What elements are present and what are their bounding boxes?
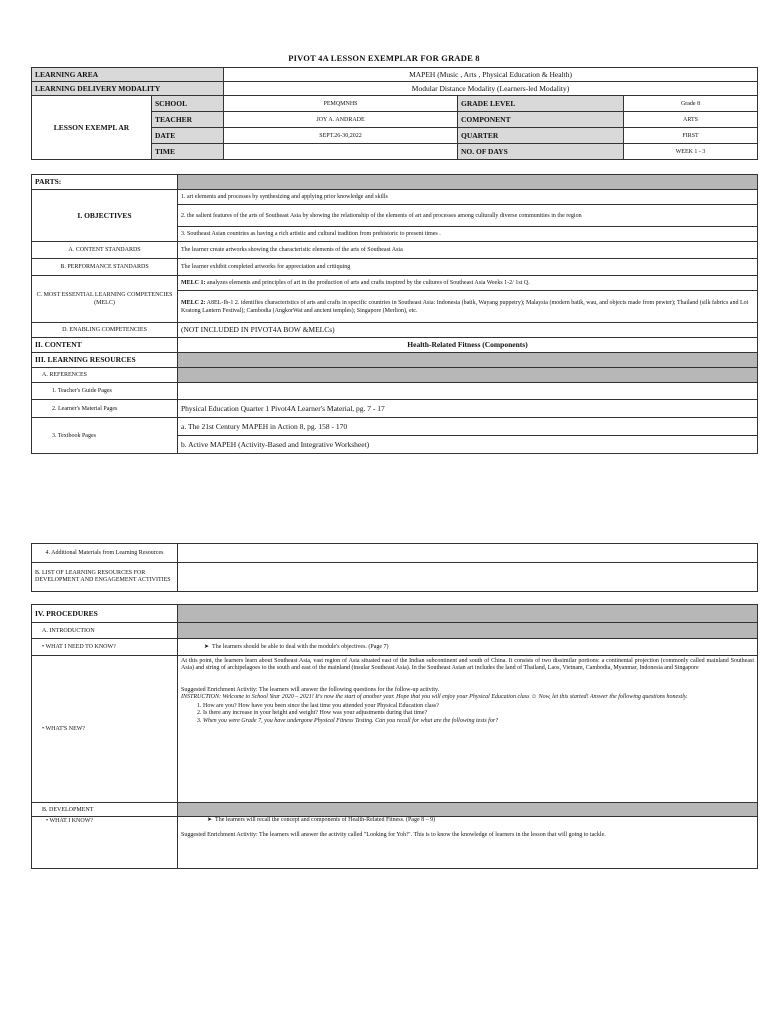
grade-level-value: Grade 8 [624, 96, 758, 112]
additional-table [31, 543, 758, 592]
page-title: PIVOT 4A LESSON EXEMPLAR FOR GRADE 8 [288, 53, 480, 63]
what-i-need-to-know-label: • WHAT I NEED TO KNOW? [32, 639, 178, 656]
days-label: NO. OF DAYS [458, 144, 624, 160]
melc-2-head: MELC 2: [181, 299, 206, 306]
melc-label: C. MOST ESSENTIAL LEARNING COMPETENCIES (MELC) [32, 276, 178, 323]
question-1: 1. How are you? How have you been since the last time you attended your Physical Education class? [203, 703, 754, 710]
component-label: COMPONENT [458, 112, 624, 128]
parts-label: PARTS: [32, 175, 178, 190]
parts-header-fill [178, 175, 758, 190]
enabling-competencies-value: (NOT INCLUDED IN PIVOT4A BOW &MELCs) [178, 323, 758, 338]
days-value: WEEK 1 - 3 [624, 144, 758, 160]
references-label: A. REFERENCES [32, 368, 178, 383]
procedures-fill [178, 605, 758, 623]
grade-level-label: GRADE LEVEL [458, 96, 624, 112]
learning-area-value: MAPEH (Music , Arts , Physical Education & Health) [224, 68, 758, 82]
content-label: II. CONTENT [32, 338, 178, 353]
learning-area-label: LEARNING AREA [32, 68, 224, 82]
melc-2 [178, 291, 758, 323]
header-table [31, 67, 758, 160]
arrow-icon: ➤ [204, 644, 213, 650]
procedures-table [31, 604, 758, 869]
learners-material-value: Physical Education Quarter 1 Pivot4A Learner's Material, pg. 7 - 17 [178, 400, 758, 418]
learners-material-label: 2. Learner's Material Pages [32, 400, 178, 418]
what-i-know-text: The learners will recall the concept and components of Health-Related Fitness. (Page 8 – 9) [215, 817, 436, 823]
what-i-need-to-know-text: The learners should be able to deal with the module's objectives. (Page 7) [212, 644, 389, 650]
teacher-value: JOY A. ANDRADE [224, 112, 458, 128]
melc-1 [178, 276, 758, 291]
enabling-competencies-label: D. ENABLING COMPETENCIES [32, 323, 178, 338]
list-resources-label: B. LIST OF LEARNING RESOURCES FOR DEVELOPMENT AND ENGAGEMENT ACTIVITIES [32, 563, 178, 592]
modality-value: Modular Distance Modality (Learners-led Modality) [224, 82, 758, 96]
teacher-label: TEACHER [152, 112, 224, 128]
component-value: ARTS [624, 112, 758, 128]
learning-resources-fill [178, 353, 758, 368]
additional-materials-label: 4. Additional Materials from Learning Resources [32, 544, 178, 563]
content-value: Health-Related Fitness (Components) [178, 338, 758, 353]
melc-1-head: MELC 1: [181, 280, 206, 286]
question-3: 3. When you were Grade 7, you have undergone Physical Fitness Testing. Can you recall for what are the following tests for? [203, 718, 754, 725]
whats-new-paragraph: At this point, the learners learn about Southeast Asia, vast region of Asia situated east of the Indian subcontinent and south of China. It consists of two dissimilar portions: a continental projection (commonly called mainland Southeast Asia) and string of archipelagoes to the south and east of the mainland (insular Southeast Asia). In the Southeast Asian art includes the land of Thailand, Laos, Vietnam, Cambodia, Myanmar, Indonesia and Singapore [181, 658, 754, 672]
teachers-guide-label: 1. Teacher's Guide Pages [32, 383, 178, 400]
performance-standards-label: B. PERFORMANCE STANDARDS [32, 259, 178, 276]
whats-new-instruction: INSTRUCTION: Welcome to School Year 2020 – 2021! It's now the start of another year. Hope that you will enjoy your Physical Education class ☺ Now, let this started! Answer the following questions honestly. [181, 693, 688, 700]
content-standards-value: The learner create artworks showing the characteristic elements of the arts of Southeast Asia [178, 242, 758, 259]
date-value: SEPT.26-30,2022 [224, 128, 458, 144]
references-fill [178, 368, 758, 383]
quarter-value: FIRST [624, 128, 758, 144]
whats-new-label: • WHAT'S NEW? [32, 656, 178, 803]
arrow-icon: ➤ [207, 817, 216, 823]
objective-2: 2. the salient features of the arts of Southeast Asia by showing the relationship of the elements of art and processes among culturally diverse communities in the region [178, 205, 758, 227]
melc-1-text: analyzes elements and principles of art in the production of arts and crafts inspired by the cultures of Southeast Asia Weeks 1-2/ 1st Q. [205, 280, 530, 286]
lesson-exemplar-label: LESSON EXEMPL AR [32, 96, 152, 160]
teachers-guide-value [178, 383, 758, 400]
additional-materials-value [178, 544, 758, 563]
parts-table [31, 174, 758, 454]
school-value: PEMQMNHS [224, 96, 458, 112]
textbook-pages-label: 3. Textbook Pages [32, 418, 178, 454]
date-label: DATE [152, 128, 224, 144]
list-resources-value [178, 563, 758, 592]
whats-new-questions [203, 703, 754, 725]
melc-2-text: A8EL-Ib-1 2. identifies characteristics of arts and crafts in specific countries in Southeast Asia: Indonesia (batik, Wayang puppetry); Malaysia (modern batik, wau, and objects made from pewter); Thailand (silk fabrics and Loi Kratong Lantern Festival); Cambodia (AngkorWat and ancient temples); Singapore (Merlion), etc. [181, 299, 749, 314]
textbook-pages-value-2: b. Active MAPEH (Activity-Based and Integrative Worksheet) [178, 436, 758, 454]
question-2: 2. Is there any increase in your height and weight? How was your adjustments during that time? [203, 710, 754, 717]
quarter-label: QUARTER [458, 128, 624, 144]
development-label: B. DEVELOPMENT [32, 803, 178, 817]
what-i-know-value [178, 817, 758, 869]
procedures-label: IV. PROCEDURES [32, 605, 178, 623]
what-i-know-label: • WHAT I KNOW? [32, 817, 178, 869]
objective-3: 3. Southeast Asian countries as having a rich artistic and cultural tradition from prehistoric to present times . [178, 227, 758, 242]
school-label: SCHOOL [152, 96, 224, 112]
whats-new-enrichment: Suggested Enrichment Activity: The learners will answer the following questions for the follow-up activity. [181, 686, 440, 693]
performance-standards-value: The learner exhibit completed artworks for appreciation and critiquing [178, 259, 758, 276]
modality-label: LEARNING DELIVERY MODALITY [32, 82, 224, 96]
objectives-label: I. OBJECTIVES [32, 190, 178, 242]
objective-1: 1. art elements and processes by synthesizing and applying prior knowledge and skills [178, 190, 758, 205]
content-standards-label: A. CONTENT STANDARDS [32, 242, 178, 259]
what-i-know-enrichment: Suggested Enrichment Activity: The learners will answer the activity called "Looking for Yoh!". This is to know the knowledge of learners in the lesson that will going to tackle. [181, 832, 606, 839]
learning-resources-label: III. LEARNING RESOURCES [32, 353, 178, 368]
time-label: TIME [152, 144, 224, 160]
what-i-need-to-know-value [178, 639, 758, 656]
development-fill [178, 803, 758, 817]
whats-new-value [178, 656, 758, 803]
textbook-pages-value-1: a. The 21st Century MAPEH in Action 8, pg. 158 - 170 [178, 418, 758, 436]
introduction-fill [178, 623, 758, 639]
introduction-label: A. INTRODUCTION [32, 623, 178, 639]
what-i-know-bullet [181, 817, 754, 824]
time-value [224, 144, 458, 160]
